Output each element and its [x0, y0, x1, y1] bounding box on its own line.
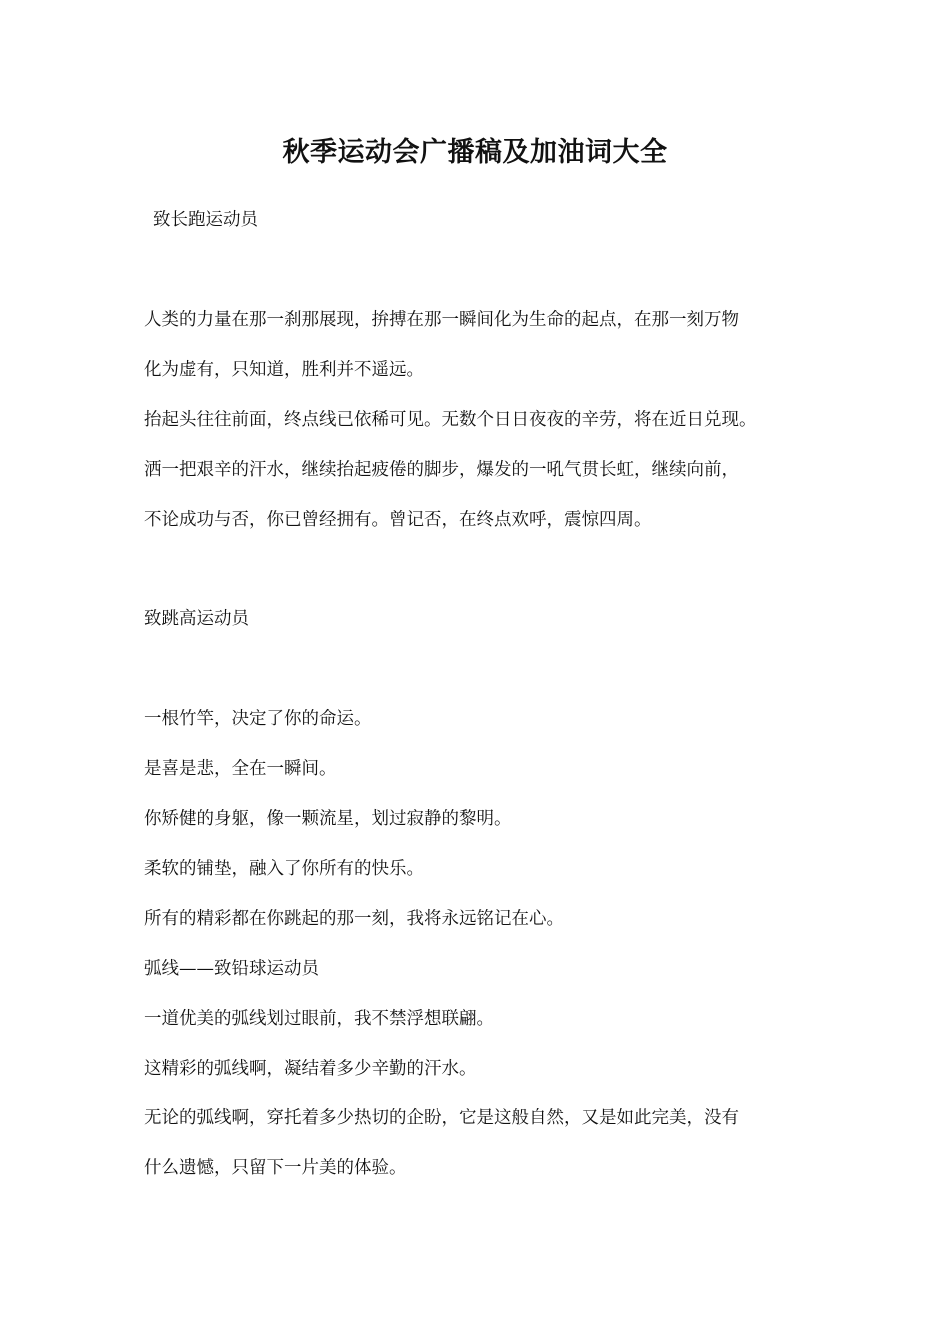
- paragraph-line: 洒一把艰辛的汗水，继续抬起疲倦的脚步，爆发的一吼气贯长虹，继续向前，: [144, 460, 739, 480]
- paragraph-line: 所有的精彩都在你跳起的那一刻，我将永远铭记在心。: [144, 909, 564, 929]
- paragraph-line: 这精彩的弧线啊，凝结着多少辛勤的汗水。: [144, 1059, 477, 1079]
- paragraph-line: 不论成功与否，你已曾经拥有。曾记否，在终点欢呼，震惊四周。: [144, 510, 652, 530]
- paragraph-line: 无论的弧线啊，穿托着多少热切的企盼，它是这般自然，又是如此完美，没有: [144, 1108, 739, 1128]
- section-heading-high-jump: 致跳高运动员: [144, 609, 249, 629]
- paragraph-line: 一道优美的弧线划过眼前，我不禁浮想联翩。: [144, 1009, 494, 1029]
- paragraph-line: 什么遗憾，只留下一片美的体验。: [144, 1158, 407, 1178]
- paragraph-line: 抬起头往往前面，终点线已依稀可见。无数个日日夜夜的辛劳，将在近日兑现。: [144, 410, 757, 430]
- paragraph-line: 你矫健的身躯，像一颗流星，划过寂静的黎明。: [144, 809, 512, 829]
- paragraph-line: 是喜是悲，全在一瞬间。: [144, 759, 337, 779]
- paragraph-line: 人类的力量在那一刹那展现，拚搏在那一瞬间化为生命的起点，在那一刻万物: [144, 310, 739, 330]
- section-heading-long-distance: 致长跑运动员: [153, 210, 258, 230]
- paragraph-line: 柔软的铺垫，融入了你所有的快乐。: [144, 859, 424, 879]
- paragraph-line: 化为虚有，只知道，胜利并不遥远。: [144, 360, 424, 380]
- paragraph-line: 一根竹竿，决定了你的命运。: [144, 709, 372, 729]
- document-title: 秋季运动会广播稿及加油词大全: [282, 137, 668, 168]
- section-heading-shot-put: 弧线——致铅球运动员: [144, 959, 319, 979]
